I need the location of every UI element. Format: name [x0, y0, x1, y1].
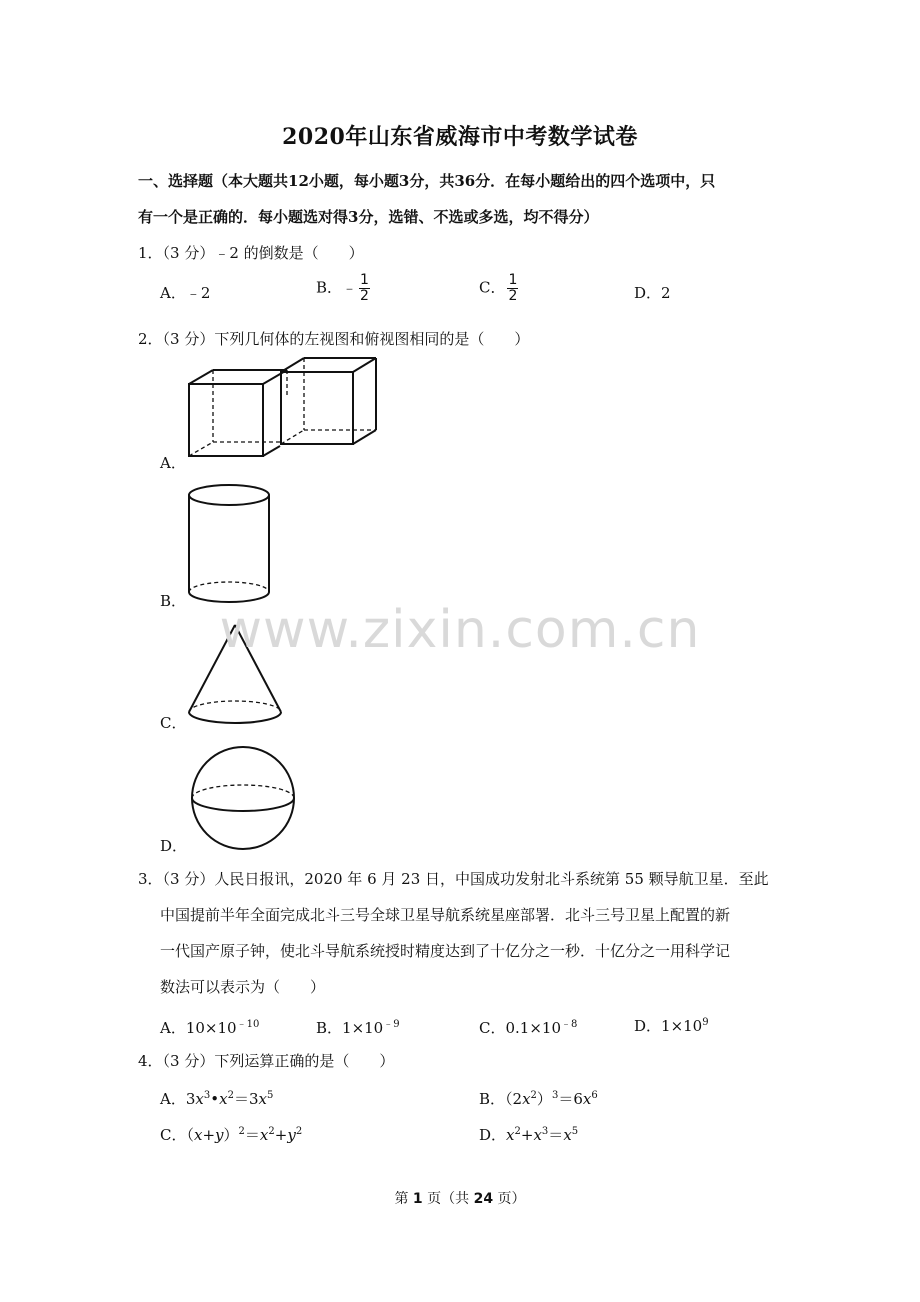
q2-option-b-label: B． [160, 592, 187, 610]
q3-stem-line2: 中国提前半年全面完成北斗三号全球卫星导航系统星座部署．北斗三号卫星上配置的新 [160, 906, 731, 924]
q3-stem-line3: 一代国产原子钟，使北斗导航系统授时精度达到了十亿分之一秒．十亿分之一用科学记 [160, 942, 731, 960]
q2-option-d-label: D． [160, 837, 188, 855]
q1-option-c [479, 273, 518, 304]
q2-stem: 2．（3 分）下列几何体的左视图和俯视图相同的是（ ） [138, 330, 530, 348]
watermark: www.zixin.com.cn [219, 600, 701, 660]
q3-option-d: D．$1\times 10^9$ [634, 1017, 709, 1035]
q3-stem-line4: 数法可以表示为（ ） [160, 978, 326, 996]
q1-option-d: D．2 [634, 284, 671, 302]
q4-option-c: C．$(x+y)^2=x^2+y^2$ [160, 1126, 303, 1144]
q4-option-b: B．$(2x^2)^3=6x^6$ [479, 1090, 598, 1108]
two-cubes-figure [186, 356, 378, 464]
q2-option-a-label: A． [160, 454, 186, 472]
current-page-number: 1 [412, 1191, 423, 1207]
q1-option-b [316, 273, 370, 304]
q1-option-b-label: B．﹣ [316, 278, 358, 297]
q4-stem: 4．（3 分）下列运算正确的是（ ） [138, 1052, 395, 1070]
q1-option-a: A．﹣2 [160, 284, 211, 302]
q1-option-b-fraction: $\frac{1}{2}$ [360, 272, 369, 304]
q3-option-c: C．$0.1\times 10^{﹣8}$ [479, 1019, 578, 1037]
q4-option-d: D．$x^2+x^3=x^5$ [479, 1126, 579, 1144]
cylinder-figure [186, 482, 272, 606]
page-title: 2020年山东省威海市中考数学试卷 [282, 124, 638, 150]
q3-option-b: B．$1\times 10^{﹣9}$ [316, 1019, 400, 1037]
sphere-figure [188, 743, 298, 853]
q2-option-c-label: C． [160, 714, 187, 732]
q3-stem-line1: 3．（3 分）人民日报讯，2020 年 6 月 23 日，中国成功发射北斗系统第 55 颗导航卫星．至此 [138, 870, 769, 888]
q3-option-a: A．$10\times 10^{﹣10}$ [160, 1019, 260, 1037]
section-heading-line2: 有一个是正确的．每小题选对得3分，选错、不选或多选，均不得分） [138, 208, 599, 226]
q4-option-a: A．$3x^3•x^2=3x^5$ [160, 1090, 274, 1108]
total-page-count: 24 [473, 1191, 494, 1207]
q1-option-c-label: C． [479, 278, 506, 297]
section-heading-line1: 一、选择题（本大题共12小题，每小题3分，共36分．在每小题给出的四个选项中，只 [138, 172, 716, 190]
q1-stem: 1．（3 分）﹣2 的倒数是（ ） [138, 244, 364, 262]
q1-option-c-fraction: $\frac{1}{2}$ [508, 272, 518, 304]
page-footer: 第 1 页（共 24 页） [394, 1191, 526, 1207]
